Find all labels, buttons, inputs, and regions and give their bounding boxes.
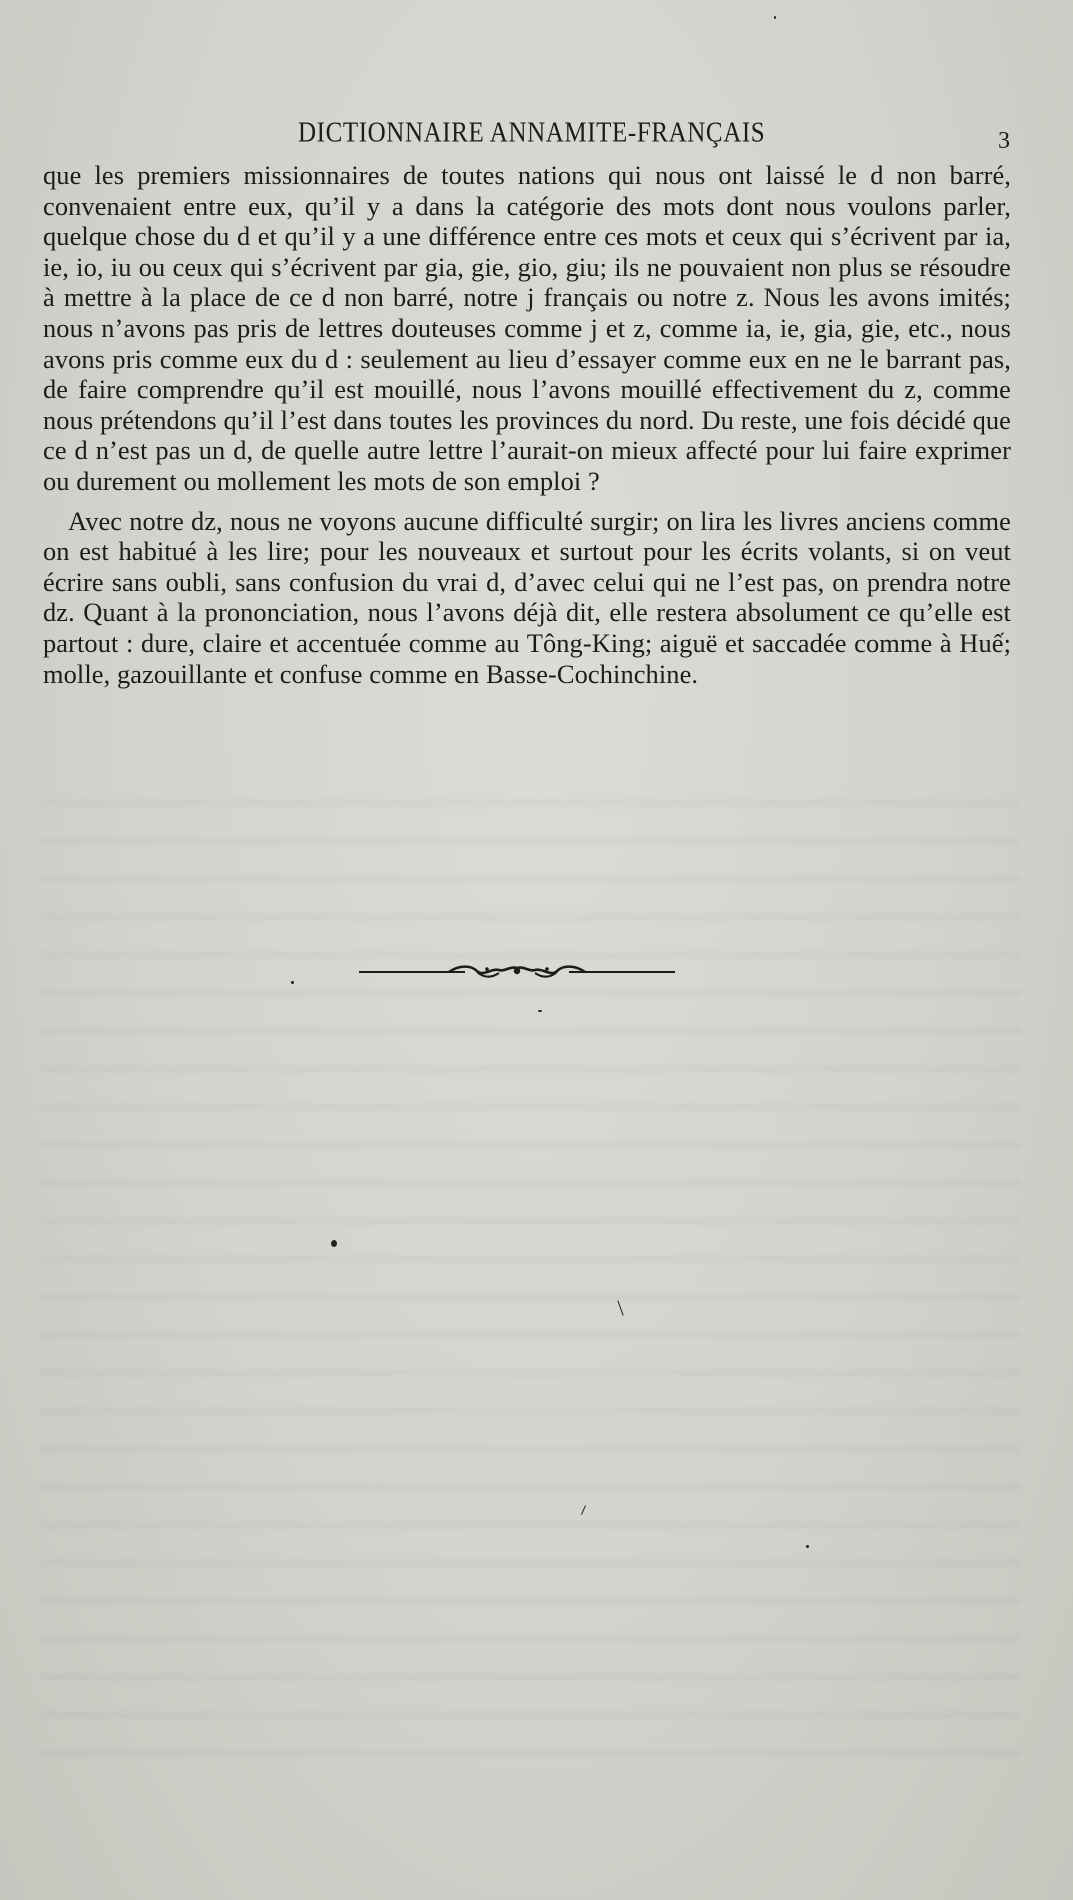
ink-speck <box>774 16 776 19</box>
running-title: DICTIONNAIRE ANNAMITE-FRANÇAIS <box>298 118 766 149</box>
ink-speck <box>291 981 294 984</box>
paragraph-continued: que les premiers missionnaires de toutes nations qui nous ont laissé le d non barré, convenaient entre eux, qu’il y a dans la catégorie des mots dont nous voulons parler, quelque chose du d et qu’il y a une différence entre ces mots et ceux qui s’écrivent par ia, ie, io, iu ou ceux qui s’écrivent par gia, gie, gio, giu; ils ne pouvaient non plus se résoudre à mettre à la place de ce d non barré, notre j français ou notre z. Nous les avons imités; nous n’avons pas pris de lettres douteuses comme j et z, comme ia, ie, gia, gie, etc., nous avons pris comme eux du d : seulement au lieu d’essayer comme eux en ne le barrant pas, de faire comprendre qu’il est mouillé, nous l’avons mouillé effectivement du z, comme nous prétendons qu’il l’est dans toutes les provinces du nord. Du reste, une fois décidé que ce d n’est pas un d, de quelle autre lettre l’aurait-on mieux affecté pour lui faire exprimer ou durement ou mollement les mots de son emploi ? <box>43 160 1011 496</box>
fleuron-divider-icon <box>359 960 675 984</box>
body-text <box>43 160 1011 689</box>
ink-speck <box>331 1240 337 1247</box>
paragraph-dz: Avec notre dz, nous ne voyons aucune difficulté surgir; on lira les livres anciens comme on est habitué à les lire; pour les nouveaux et surtout pour les écrits volants, si on veut écrire sans oubli, sans confusion du vrai d, d’avec celui qui ne l’est pas, on prendra notre dz. Quant à la prononciation, nous l’avons déjà dit, elle restera absolument ce qu’elle est partout : dure, claire et accentuée comme au Tông-King; aiguë et saccadée comme à Huế; molle, gazouillante et confuse comme en Basse-Cochinchine. <box>43 505 1011 689</box>
page-header <box>0 118 1073 158</box>
show-through-texture <box>40 780 1020 1780</box>
page-number: 3 <box>998 128 1010 154</box>
ink-speck <box>806 1545 809 1548</box>
ink-speck <box>538 1010 542 1012</box>
